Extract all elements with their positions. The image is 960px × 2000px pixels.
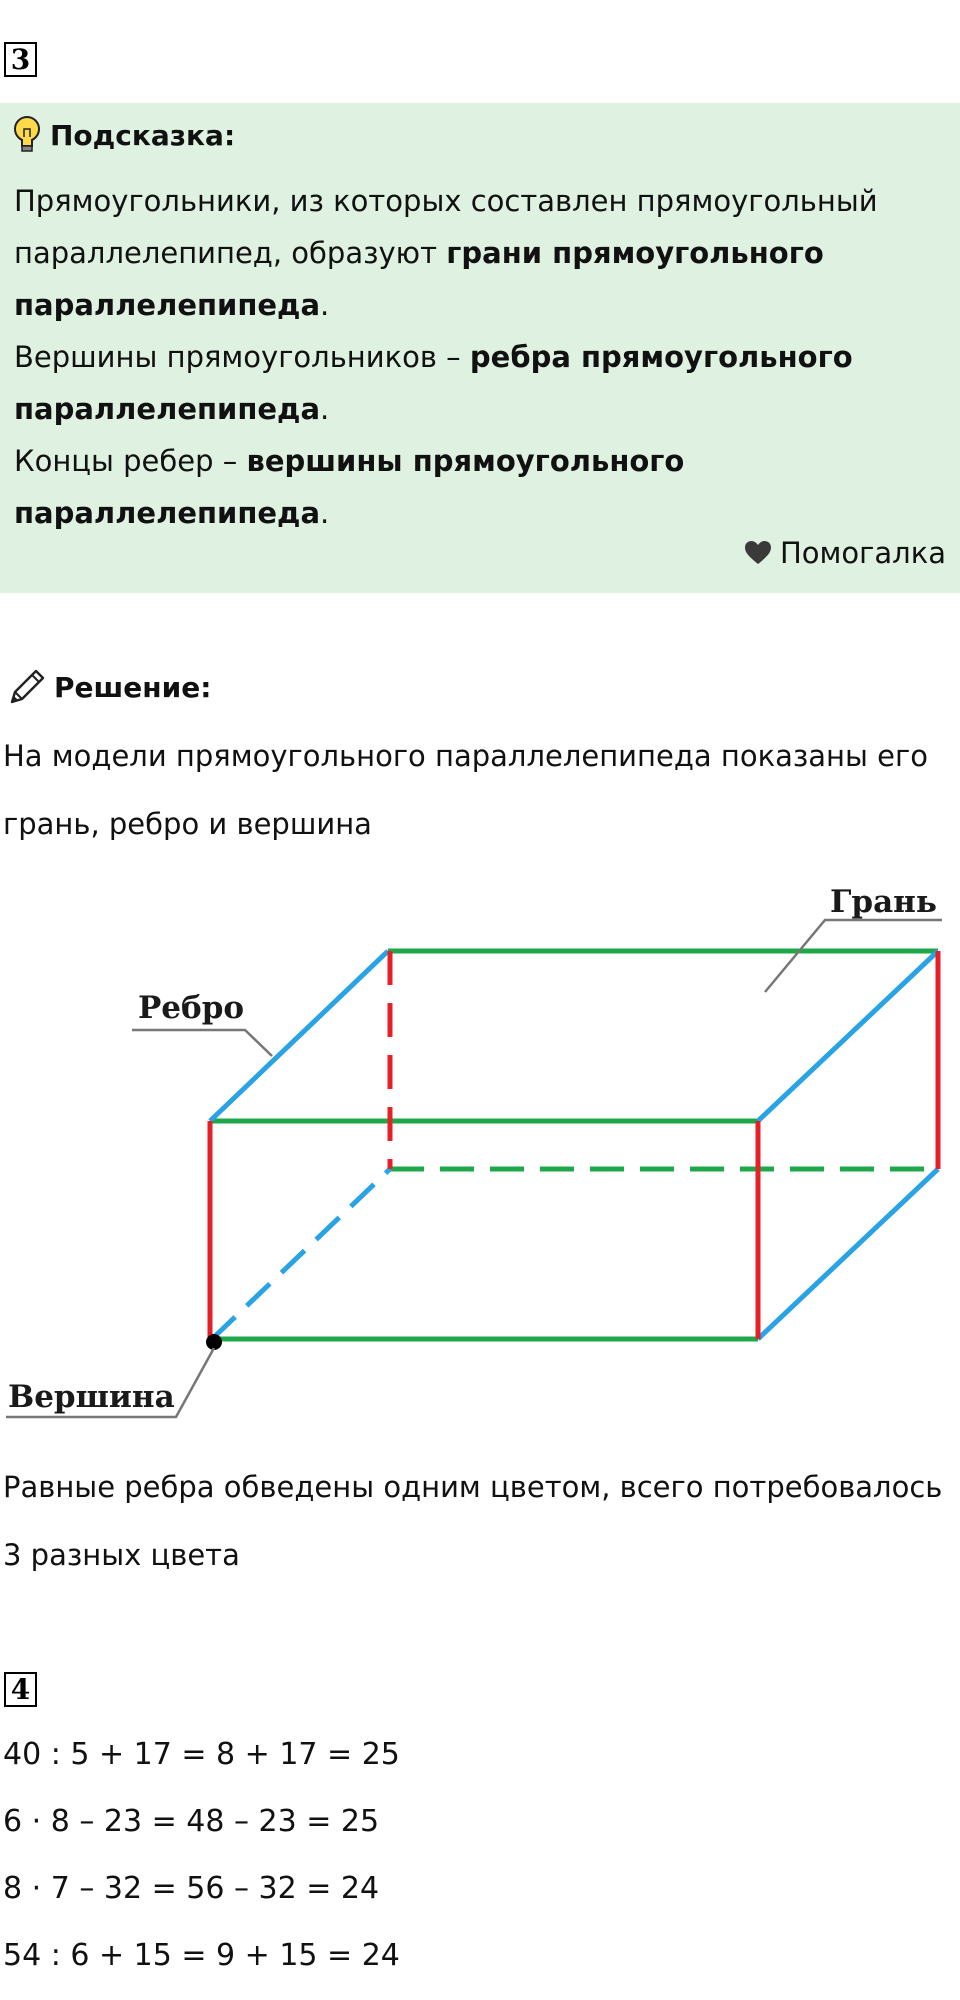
face-leader: [765, 920, 942, 992]
hint-p3-bold: вершины прямоугольного параллелепипеда: [14, 444, 685, 530]
edge-blue: [210, 951, 388, 1121]
edge-blue: [758, 1169, 938, 1339]
period: .: [320, 392, 330, 426]
credit-text: Помогалка: [780, 536, 946, 570]
credit: [744, 536, 946, 570]
hint-p3-text: Концы ребер –: [14, 444, 247, 478]
hint-title: Подсказка:: [50, 118, 236, 152]
equation-line: 6 · 8 – 23 = 48 – 23 = 25: [3, 1804, 380, 1839]
edge-blue: [758, 951, 938, 1121]
task-number-box: 3: [4, 42, 37, 77]
hint-p1-bold: грани прямоугольного параллелепипеда: [14, 236, 824, 322]
vertex-dot: [206, 1334, 222, 1350]
edge-label: Ребро: [138, 990, 245, 1026]
task-number-box: 4: [4, 1672, 37, 1707]
solution-text-1: На модели прямоугольного параллелепипеда показаны его грань, ребро и вершина: [3, 739, 928, 841]
equation-line: 8 · 7 – 32 = 56 – 32 = 24: [3, 1871, 380, 1906]
pencil-icon: [6, 666, 48, 708]
solution-title: Решение:: [54, 670, 212, 704]
hint-p2-text: Вершины прямоугольников –: [14, 340, 470, 374]
edge-leader: [132, 1030, 272, 1056]
solution-heading: [6, 664, 211, 710]
hint-p2-bold: ребра прямоугольного параллелепипеда: [14, 340, 853, 426]
equation-line: 54 : 6 + 15 = 9 + 15 = 24: [3, 1938, 400, 1973]
hint-heading: [12, 115, 235, 155]
parallelepiped-figure: [0, 870, 960, 1430]
equation-line: 40 : 5 + 17 = 8 + 17 = 25: [3, 1737, 400, 1772]
vertex-label: Вершина: [8, 1379, 175, 1415]
period: .: [320, 288, 330, 322]
hint-box: [0, 103, 960, 593]
hint-p1-text: Прямоугольники, из которых составлен прямоугольный параллелепипед, образуют: [14, 184, 878, 270]
face-label: Грань: [830, 884, 937, 920]
hint-text: [14, 175, 934, 539]
period: .: [320, 496, 330, 530]
edge-blue-hidden: [212, 1169, 390, 1339]
heart-icon: [744, 540, 772, 566]
solution-text-2: Равные ребра обведены одним цветом, всего потребовалось 3 разных цвета: [3, 1470, 943, 1572]
lightbulb-icon: [12, 115, 42, 155]
